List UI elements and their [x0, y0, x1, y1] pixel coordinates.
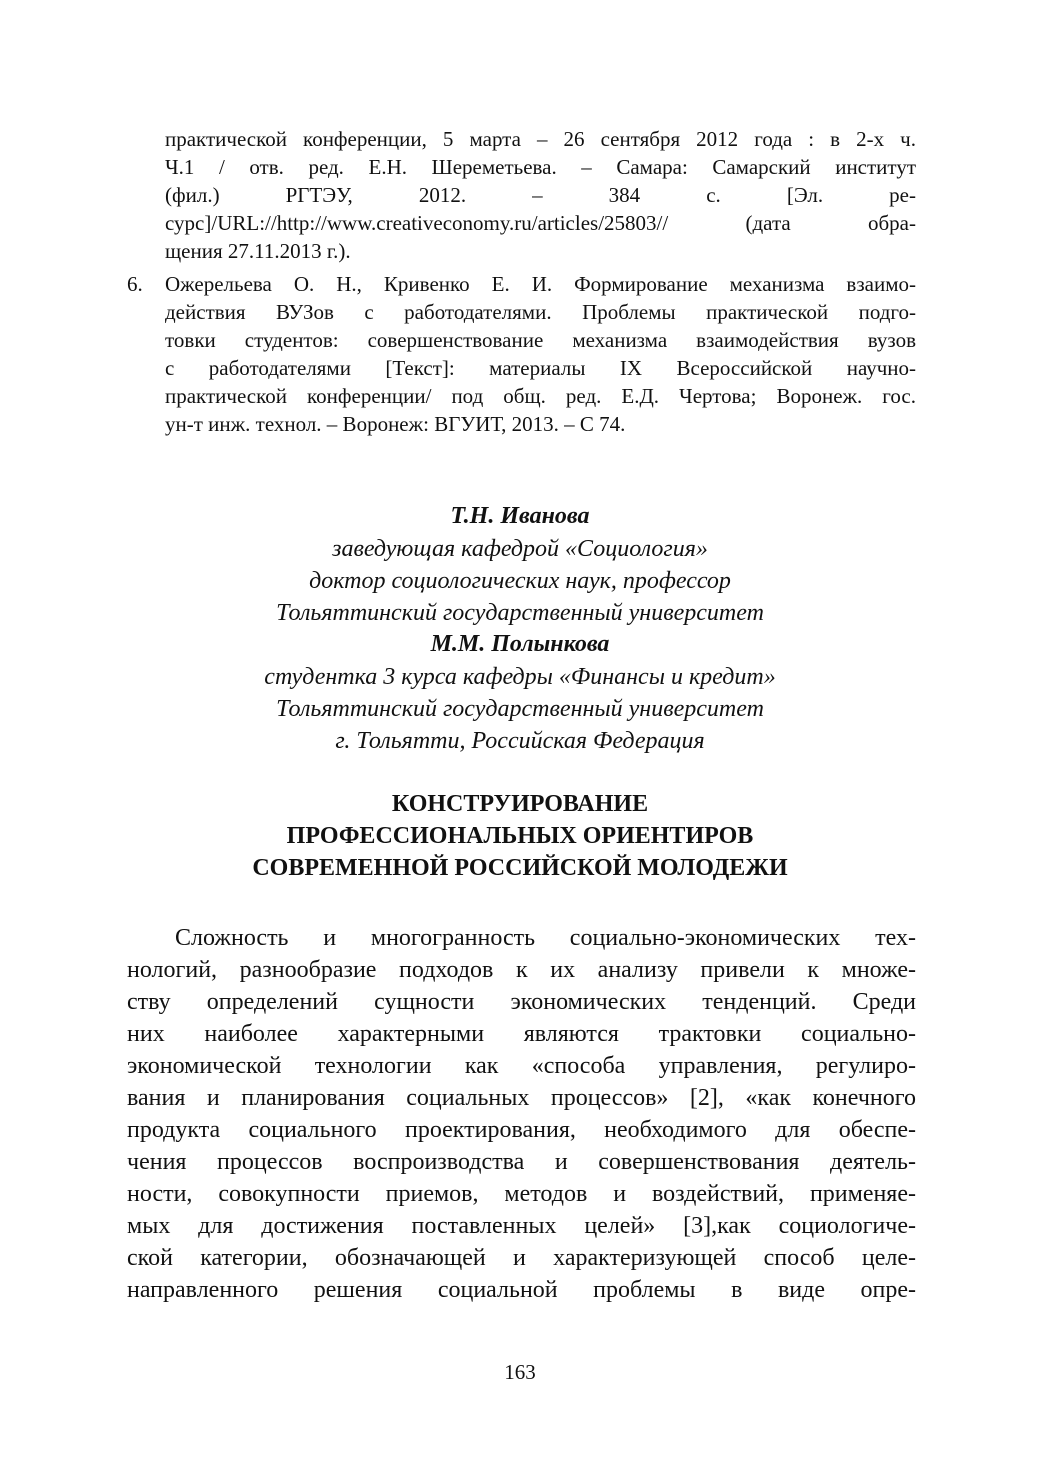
body-paragraph-line: мых для достижения поставленных целей» [3],как социологиче- [127, 1213, 916, 1239]
author-affiliation: г. Тольятти, Российская Федерация [335, 728, 705, 754]
reference-5-line: практической конференции, 5 марта – 26 сентября 2012 года : в 2-х ч. [165, 127, 916, 151]
body-paragraph-line: ству определений сущности экономических тенденций. Среди [127, 989, 916, 1015]
author-name: М.М. Полынкова [430, 631, 610, 657]
body-paragraph-line: чения процессов воспроизводства и совершенствования деятель- [127, 1149, 916, 1175]
reference-6-line: ун-т инж. технол. – Воронеж: ВГУИТ, 2013. – С 74. [165, 412, 626, 436]
body-paragraph-line: ской категории, обозначающей и характеризующей способ целе- [127, 1245, 916, 1271]
author-affiliation: Тольяттинский государственный университет [276, 600, 764, 626]
reference-5-line: (фил.) РГТЭУ, 2012. – 384 с. [Эл. ре- [165, 183, 916, 207]
body-paragraph-line: ности, совокупности приемов, методов и воздействий, применяе- [127, 1181, 916, 1207]
reference-5-line: щения 27.11.2013 г.). [165, 239, 351, 263]
author-affiliation: Тольяттинский государственный университет [276, 696, 764, 722]
article-title-line: СОВРЕМЕННОЙ РОССИЙСКОЙ МОЛОДЕЖИ [252, 855, 788, 881]
article-title-line: КОНСТРУИРОВАНИЕ [391, 791, 649, 817]
author-affiliation: доктор социологических наук, профессор [309, 568, 731, 594]
body-paragraph-line: них наиболее характерными являются трактовки социально- [127, 1021, 916, 1047]
body-paragraph-line: вания и планирования социальных процессов» [2], «как конечного [127, 1085, 916, 1111]
article-title-line: ПРОФЕССИОНАЛЬНЫХ ОРИЕНТИРОВ [286, 823, 754, 849]
reference-6-line: товки студентов: совершенствование механизма взаимодействия вузов [165, 328, 916, 352]
body-paragraph-line: экономической технологии как «способа управления, регулиро- [127, 1053, 916, 1079]
page-number: 163 [504, 1360, 536, 1384]
reference-5-line: Ч.1 / отв. ред. Е.Н. Шереметьева. – Самара: Самарский институт [165, 155, 916, 179]
author-affiliation: студентка 3 курса кафедры «Финансы и кредит» [264, 664, 776, 690]
reference-6-line: действия ВУЗов с работодателями. Проблемы практической подго- [165, 300, 916, 324]
reference-6-line: практической конференции/ под общ. ред. Е.Д. Чертова; Воронеж. гос. [165, 384, 916, 408]
reference-5-line: сурс]/URL://http://www.creativeconomy.ru/articles/25803// (дата обра- [165, 211, 916, 235]
body-paragraph-line: нологий, разнообразие подходов к их анализу привели к множе- [127, 957, 916, 983]
reference-6-number: 6. [127, 272, 143, 296]
author-affiliation: заведующая кафедрой «Социология» [332, 536, 708, 562]
body-paragraph-line: направленного решения социальной проблемы в виде опре- [127, 1277, 916, 1303]
reference-6-line: с работодателями [Текст]: материалы IX Всероссийской научно- [165, 356, 916, 380]
author-name: Т.Н. Иванова [450, 503, 590, 529]
body-paragraph-line: продукта социального проектирования, необходимого для обеспе- [127, 1117, 916, 1143]
reference-6-line: Ожерельева О. Н., Кривенко Е. И. Формирование механизма взаимо- [165, 272, 916, 296]
body-paragraph-line: Сложность и многогранность социально-экономических тех- [175, 925, 916, 951]
